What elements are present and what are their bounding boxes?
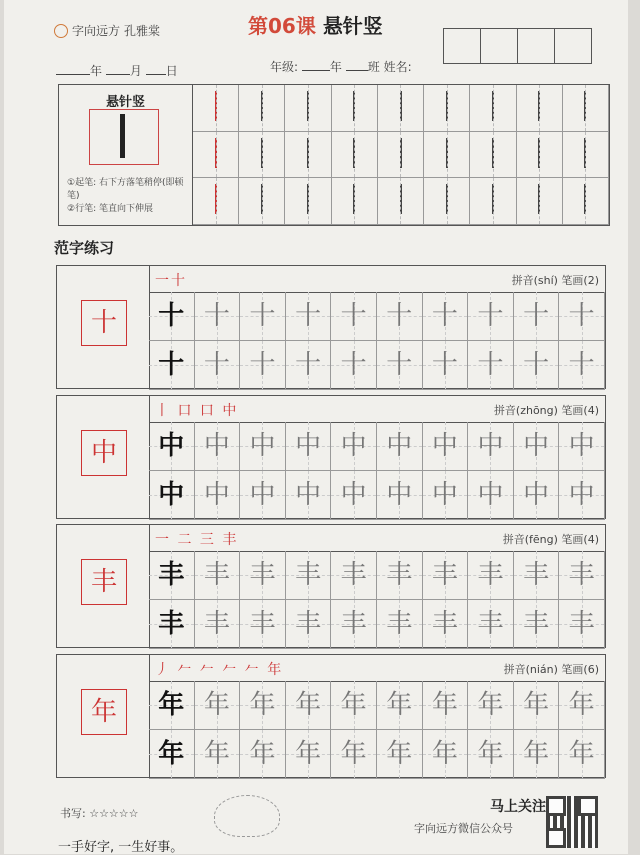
pinyin-strokes: 拼音(fēng) 笔画(4)	[502, 533, 599, 546]
practice-cell[interactable]	[239, 178, 285, 225]
handwritten-char-cell[interactable]	[468, 681, 514, 730]
handwritten-char-cell[interactable]	[514, 422, 560, 471]
vertical-stroke	[353, 91, 355, 121]
practice-char: 中	[523, 480, 550, 510]
practice-char: 丰	[523, 560, 550, 590]
handwritten-char-cell[interactable]	[468, 471, 514, 520]
handwritten-char-cell[interactable]	[423, 471, 469, 520]
practice-char: 中	[203, 480, 230, 510]
handwritten-char-cell[interactable]	[423, 681, 469, 730]
practice-char: 年	[568, 690, 595, 720]
practice-char: 丰	[523, 609, 550, 639]
handwritten-char-cell[interactable]	[195, 422, 241, 471]
handwritten-char-cell[interactable]	[514, 730, 560, 779]
brand	[54, 22, 160, 39]
stroke-demo-image	[89, 109, 159, 165]
practice-char: 丰	[295, 609, 322, 639]
practice-cell[interactable]	[285, 132, 331, 179]
practice-char: 丰	[431, 560, 458, 590]
practice-char: 中	[568, 480, 595, 510]
practice-cell[interactable]	[193, 132, 239, 179]
handwritten-char-cell[interactable]	[240, 681, 286, 730]
vertical-stroke	[261, 91, 263, 121]
name-box[interactable]	[517, 28, 555, 64]
brand-name-2: 孔雅棠	[124, 24, 161, 38]
practice-char: 十	[158, 301, 185, 331]
handwritten-char-cell[interactable]	[331, 730, 377, 779]
practice-char: 中	[386, 431, 413, 461]
name-box[interactable]	[480, 28, 518, 64]
practice-cell[interactable]	[332, 85, 378, 132]
vertical-stroke	[492, 91, 494, 121]
vertical-stroke	[215, 138, 217, 168]
vertical-stroke	[400, 184, 402, 214]
practice-char: 丰	[386, 609, 413, 639]
practice-char: 年	[249, 690, 276, 720]
handwritten-char-cell[interactable]	[331, 681, 377, 730]
handwritten-char-cell[interactable]	[240, 730, 286, 779]
handwritten-char-cell[interactable]	[468, 551, 514, 600]
practice-char: 中	[158, 431, 185, 461]
handwritten-char-cell[interactable]	[195, 600, 241, 649]
practice-char: 中	[477, 431, 504, 461]
practice-cell[interactable]	[378, 178, 424, 225]
char-practice-rows	[149, 681, 605, 777]
practice-char: 中	[431, 480, 458, 510]
handwritten-char-cell[interactable]	[195, 471, 241, 520]
qr-code-icon	[546, 796, 598, 848]
model-char-cell[interactable]	[149, 471, 195, 520]
practice-char: 十	[295, 350, 322, 380]
handwritten-char-cell[interactable]	[423, 551, 469, 600]
practice-char: 年	[249, 739, 276, 769]
handwritten-char-cell[interactable]	[559, 471, 605, 520]
practice-char: 年	[477, 739, 504, 769]
practice-char: 中	[295, 480, 322, 510]
practice-cell[interactable]	[517, 178, 563, 225]
practice-char: 十	[568, 350, 595, 380]
handwritten-char-cell[interactable]	[559, 681, 605, 730]
practice-char: 丰	[158, 560, 185, 590]
class-blank[interactable]	[346, 58, 368, 71]
practice-char: 中	[158, 480, 185, 510]
practice-char: 丰	[295, 560, 322, 590]
handwritten-char-cell[interactable]	[514, 341, 560, 390]
practice-char: 丰	[203, 609, 230, 639]
month-label: 月	[129, 64, 142, 78]
char-practice-rows	[149, 551, 605, 647]
practice-char: 中	[249, 480, 276, 510]
practice-char: 十	[203, 301, 230, 331]
practice-cell[interactable]	[470, 85, 516, 132]
section-title: 范字练习	[54, 239, 115, 257]
practice-char: 丰	[340, 560, 367, 590]
handwritten-char-cell[interactable]	[514, 292, 560, 341]
practice-cell[interactable]	[470, 178, 516, 225]
practice-char: 年	[431, 690, 458, 720]
practice-char: 丰	[477, 609, 504, 639]
char-practice-rows	[149, 422, 605, 518]
name-boxes	[444, 28, 592, 64]
practice-cell[interactable]	[378, 85, 424, 132]
practice-cell[interactable]	[424, 132, 470, 179]
handwritten-char-cell[interactable]	[468, 292, 514, 341]
lesson-number: 第06课	[248, 14, 316, 38]
practice-char: 年	[386, 739, 413, 769]
practice-char: 丰	[386, 560, 413, 590]
grade-blank[interactable]	[302, 58, 330, 71]
handwritten-char-cell[interactable]	[195, 730, 241, 779]
handwritten-char-cell[interactable]	[559, 730, 605, 779]
model-char-box	[57, 525, 150, 647]
handwritten-char-cell[interactable]	[468, 341, 514, 390]
handwritten-char-cell[interactable]	[514, 681, 560, 730]
practice-char: 十	[477, 350, 504, 380]
practice-char: 丰	[249, 560, 276, 590]
char-header	[149, 266, 605, 293]
model-char-cell[interactable]	[149, 730, 195, 779]
handwritten-char-cell[interactable]	[240, 600, 286, 649]
handwritten-char-cell[interactable]	[377, 422, 423, 471]
day-blank[interactable]	[146, 62, 166, 75]
practice-char: 十	[431, 350, 458, 380]
doodle-drawing	[214, 795, 280, 837]
pinyin-strokes: 拼音(shí) 笔画(2)	[511, 274, 599, 287]
practice-char: 十	[523, 301, 550, 331]
practice-char: 十	[249, 350, 276, 380]
practice-char: 年	[523, 739, 550, 769]
vertical-stroke	[584, 138, 586, 168]
practice-char: 中	[340, 431, 367, 461]
handwritten-char-cell[interactable]	[423, 730, 469, 779]
char-header	[149, 655, 605, 682]
vertical-stroke	[538, 184, 540, 214]
handwritten-char-cell[interactable]	[195, 292, 241, 341]
practice-char: 年	[158, 690, 185, 720]
practice-char: 年	[431, 739, 458, 769]
handwritten-char-cell[interactable]	[331, 600, 377, 649]
model-char-box	[57, 266, 150, 388]
practice-char: 中	[249, 431, 276, 461]
handwritten-char-cell[interactable]	[468, 600, 514, 649]
month-blank[interactable]	[106, 62, 130, 75]
year-blank[interactable]	[56, 62, 90, 75]
practice-char: 丰	[431, 609, 458, 639]
practice-char: 十	[340, 350, 367, 380]
vertical-stroke	[492, 184, 494, 214]
handwritten-char-cell[interactable]	[377, 471, 423, 520]
handwritten-char-cell[interactable]	[377, 730, 423, 779]
handwritten-char-cell[interactable]	[240, 471, 286, 520]
vertical-stroke	[584, 184, 586, 214]
slogan: 一手好字, 一生好事。	[58, 840, 184, 855]
practice-cell[interactable]	[563, 178, 609, 225]
model-char-cell[interactable]	[149, 422, 195, 471]
handwritten-char-cell[interactable]	[286, 422, 332, 471]
handwritten-char-cell[interactable]	[195, 341, 241, 390]
model-char-cell[interactable]	[149, 292, 195, 341]
practice-cell[interactable]	[517, 85, 563, 132]
practice-char: 年	[386, 690, 413, 720]
stroke-order: 一 二 三 丰	[155, 532, 239, 548]
handwritten-char-cell[interactable]	[423, 292, 469, 341]
handwritten-char-cell[interactable]	[331, 551, 377, 600]
brand-name: 字向远方	[72, 24, 121, 38]
brand-logo-icon	[54, 24, 68, 38]
practice-char: 丰	[158, 609, 185, 639]
vertical-stroke	[400, 138, 402, 168]
vertical-stroke	[446, 184, 448, 214]
practice-char: 丰	[203, 560, 230, 590]
account-label: 字向远方微信公众号	[414, 822, 513, 835]
lesson-title: 悬针竖	[322, 14, 383, 38]
stroke-note-1: ①起笔: 右下方落笔稍停(即顿笔)	[67, 178, 184, 201]
practice-char: 中	[386, 480, 413, 510]
handwritten-char-cell[interactable]	[423, 600, 469, 649]
practice-char: 丰	[340, 609, 367, 639]
stroke-notes	[67, 177, 187, 216]
practice-cell[interactable]	[424, 178, 470, 225]
practice-cell[interactable]	[517, 132, 563, 179]
vertical-stroke	[307, 184, 309, 214]
practice-cell[interactable]	[285, 178, 331, 225]
practice-char: 中	[203, 431, 230, 461]
practice-cell[interactable]	[563, 85, 609, 132]
practice-cell[interactable]	[239, 132, 285, 179]
handwritten-char-cell[interactable]	[559, 600, 605, 649]
practice-char: 十	[203, 350, 230, 380]
model-char-box	[57, 396, 150, 518]
handwritten-char-cell[interactable]	[240, 422, 286, 471]
practice-char: 年	[340, 690, 367, 720]
stroke-title: 悬针竖	[105, 95, 145, 110]
model-char: 年	[90, 697, 117, 727]
practice-char: 十	[386, 301, 413, 331]
practice-char: 年	[340, 739, 367, 769]
handwritten-char-cell[interactable]	[331, 292, 377, 341]
handwritten-char-cell[interactable]	[468, 422, 514, 471]
vertical-stroke	[400, 91, 402, 121]
practice-char: 丰	[568, 609, 595, 639]
handwritten-char-cell[interactable]	[377, 292, 423, 341]
practice-char: 年	[295, 690, 322, 720]
handwritten-char-cell[interactable]	[514, 600, 560, 649]
handwritten-char-cell[interactable]	[240, 341, 286, 390]
practice-char: 十	[386, 350, 413, 380]
practice-char: 年	[158, 739, 185, 769]
model-char-cell[interactable]	[149, 551, 195, 600]
practice-char: 年	[568, 739, 595, 769]
stroke-explanation	[59, 85, 193, 225]
handwritten-char-cell[interactable]	[377, 600, 423, 649]
handwritten-char-cell[interactable]	[331, 341, 377, 390]
model-char-box	[57, 655, 150, 777]
handwritten-char-cell[interactable]	[559, 551, 605, 600]
practice-char: 年	[203, 739, 230, 769]
practice-char: 中	[295, 431, 322, 461]
follow-label: 马上关注	[490, 799, 546, 815]
handwritten-char-cell[interactable]	[286, 292, 332, 341]
pinyin-strokes: 拼音(nián) 笔画(6)	[503, 663, 599, 676]
grade-line	[270, 58, 412, 75]
handwritten-char-cell[interactable]	[286, 341, 332, 390]
handwritten-char-cell[interactable]	[286, 730, 332, 779]
practice-char: 年	[523, 690, 550, 720]
vertical-stroke	[353, 138, 355, 168]
handwritten-char-cell[interactable]	[286, 600, 332, 649]
practice-char: 年	[477, 690, 504, 720]
handwritten-char-cell[interactable]	[240, 551, 286, 600]
page-title	[248, 10, 383, 39]
practice-cell[interactable]	[424, 85, 470, 132]
rating: 书写: ☆☆☆☆☆	[60, 807, 139, 820]
stroke-order: 丿 𠂉 𠂉 𠂉 𠂉 年	[155, 662, 284, 678]
vertical-stroke	[538, 138, 540, 168]
handwritten-char-cell[interactable]	[377, 681, 423, 730]
practice-cell[interactable]	[470, 132, 516, 179]
handwritten-char-cell[interactable]	[331, 471, 377, 520]
handwritten-char-cell[interactable]	[286, 681, 332, 730]
name-box[interactable]	[554, 28, 592, 64]
handwritten-char-cell[interactable]	[377, 341, 423, 390]
handwritten-char-cell[interactable]	[377, 551, 423, 600]
vertical-stroke	[261, 138, 263, 168]
stroke-note-2: ②行笔: 笔直向下伸展	[67, 204, 153, 214]
practice-char: 十	[568, 301, 595, 331]
practice-char: 十	[340, 301, 367, 331]
handwritten-char-cell[interactable]	[514, 471, 560, 520]
practice-char: 丰	[477, 560, 504, 590]
model-char-cell[interactable]	[149, 600, 195, 649]
char-block	[56, 654, 606, 778]
name-label: 姓名:	[383, 60, 412, 74]
handwritten-char-cell[interactable]	[514, 551, 560, 600]
practice-char: 中	[340, 480, 367, 510]
handwritten-char-cell[interactable]	[331, 422, 377, 471]
model-char-cell[interactable]	[149, 341, 195, 390]
practice-char: 中	[568, 431, 595, 461]
stroke-practice-grid	[193, 85, 609, 225]
char-block	[56, 265, 606, 389]
day-label: 日	[165, 64, 178, 78]
practice-char: 十	[523, 350, 550, 380]
year-label: 年	[90, 64, 103, 78]
practice-char: 年	[295, 739, 322, 769]
vertical-stroke	[584, 91, 586, 121]
handwritten-char-cell[interactable]	[240, 292, 286, 341]
handwritten-char-cell[interactable]	[423, 341, 469, 390]
handwritten-char-cell[interactable]	[559, 292, 605, 341]
vertical-stroke	[261, 184, 263, 214]
stroke-order: 丨 口 口 中	[155, 403, 239, 419]
practice-cell[interactable]	[563, 132, 609, 179]
handwritten-char-cell[interactable]	[423, 422, 469, 471]
practice-char: 十	[158, 350, 185, 380]
stroke-order: 一十	[155, 273, 187, 289]
vertical-stroke	[307, 91, 309, 121]
date-line	[56, 62, 178, 79]
handwritten-char-cell[interactable]	[559, 341, 605, 390]
model-char: 中	[90, 438, 117, 468]
practice-char: 十	[249, 301, 276, 331]
handwritten-char-cell[interactable]	[468, 730, 514, 779]
practice-char: 十	[477, 301, 504, 331]
char-block	[56, 524, 606, 648]
vertical-stroke	[307, 138, 309, 168]
stroke-intro	[58, 84, 610, 226]
vertical-stroke	[492, 138, 494, 168]
practice-char: 中	[431, 431, 458, 461]
practice-cell[interactable]	[332, 132, 378, 179]
practice-cell[interactable]	[378, 132, 424, 179]
handwritten-char-cell[interactable]	[195, 551, 241, 600]
grade-year-label: 年	[329, 60, 342, 74]
practice-char: 丰	[249, 609, 276, 639]
vertical-stroke	[446, 91, 448, 121]
vertical-stroke	[538, 91, 540, 121]
practice-cell[interactable]	[193, 178, 239, 225]
vertical-stroke	[215, 91, 217, 121]
char-header	[149, 525, 605, 552]
model-char-cell[interactable]	[149, 681, 195, 730]
name-box[interactable]	[443, 28, 481, 64]
handwritten-char-cell[interactable]	[195, 681, 241, 730]
practice-cell[interactable]	[285, 85, 331, 132]
practice-char: 十	[431, 301, 458, 331]
handwritten-char-cell[interactable]	[559, 422, 605, 471]
pinyin-strokes: 拼音(zhōng) 笔画(4)	[493, 404, 599, 417]
practice-cell[interactable]	[332, 178, 378, 225]
practice-char: 丰	[568, 560, 595, 590]
class-label: 班	[367, 60, 380, 74]
practice-cell[interactable]	[193, 85, 239, 132]
handwritten-char-cell[interactable]	[286, 551, 332, 600]
practice-char: 中	[523, 431, 550, 461]
handwritten-char-cell[interactable]	[286, 471, 332, 520]
vertical-stroke	[446, 138, 448, 168]
practice-cell[interactable]	[239, 85, 285, 132]
char-header	[149, 396, 605, 423]
worksheet	[4, 0, 628, 854]
practice-char: 中	[477, 480, 504, 510]
grade-label: 年级:	[270, 60, 299, 74]
char-block	[56, 395, 606, 519]
model-char: 丰	[90, 567, 117, 597]
char-practice-rows	[149, 292, 605, 388]
practice-char: 年	[203, 690, 230, 720]
vertical-stroke	[353, 184, 355, 214]
vertical-stroke	[215, 184, 217, 214]
model-char: 十	[90, 308, 117, 338]
practice-char: 十	[295, 301, 322, 331]
